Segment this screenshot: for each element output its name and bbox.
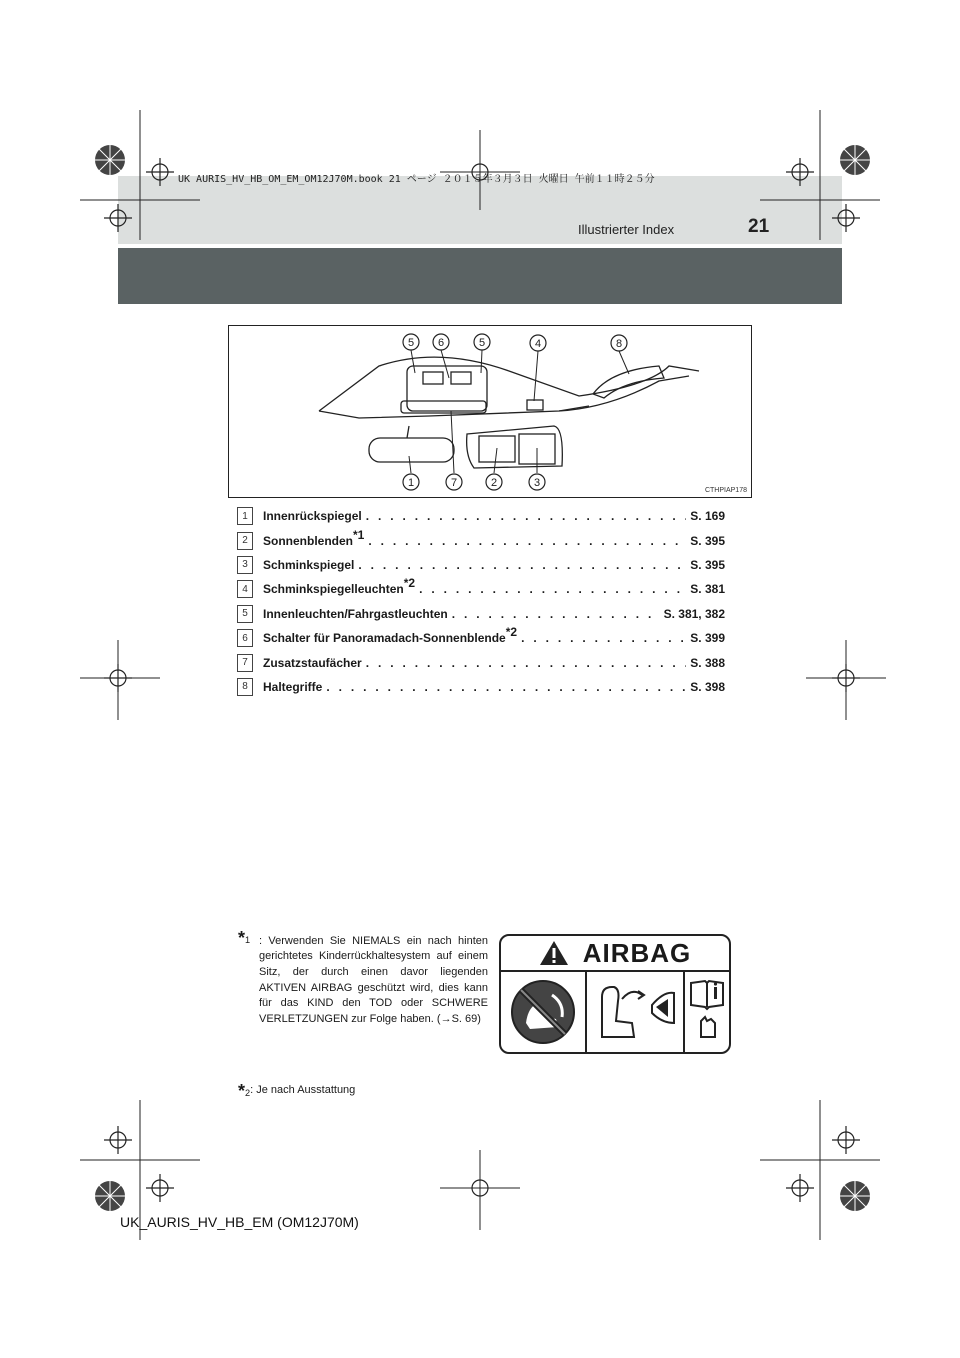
item-page-ref[interactable]: S. 399 [690,631,725,646]
figure-code: CTHPIAP178 [704,487,747,494]
page-number: 21 [748,216,770,237]
item-number: 4 [237,580,253,598]
index-row [237,650,725,674]
index-row [237,602,725,626]
callout-4: 4 [534,338,542,350]
footnote-1: $*_1$ : Verwenden Sie NIEMALS ein nach hinten gerichtetes Kinderrückhaltesystem auf einem Sitz, der durch einen davor liegenden AKTIVEN AIRBAG geschützt wird, dies kann für das KIND den TOD oder SCHWERE VERLETZUNGEN zur Folge haben. (→S. 69) [238,930,488,1027]
footnote-2: $*_2$: Je nach Ausstattung [238,1081,356,1101]
item-number: 8 [237,678,253,696]
item-page-ref[interactable]: S. 398 [690,679,725,694]
item-label: Schminkspiegelleuchten$^{*2}$ [263,576,416,597]
item-label: Schalter für Panoramadach-Sonnenblende$^{*2}$ [263,625,518,646]
item-label: Haltegriffe [263,679,323,694]
read-manual-icon [687,977,727,1047]
item-page-ref[interactable]: S. 169 [690,509,725,524]
index-row [237,577,725,601]
no-rear-facing-seat-icon [508,977,578,1047]
headliner-illustration [229,326,751,497]
item-page-ref[interactable]: S. 395 [690,557,725,572]
seat-airbag-icon [592,977,678,1047]
item-number: 2 [237,532,253,550]
item-number: 5 [237,605,253,623]
footnote-1-text: : Verwenden Sie NIEMALS ein nach hinten gerichtetes Kinderrückhaltesystem auf einem Sitz, der durch einen davor liegenden AKTIVEN AIRBAG geschützt wird, dies kann für das KIND den TOD oder SCHWERE VERLETZUNGEN zur Folge haben. (→S. 69) [259,934,488,1025]
item-page-ref[interactable]: S. 388 [690,655,725,670]
footnote-ref: *2 [505,625,518,640]
print-file-line: UK AURIS_HV_HB_OM_EM_OM12J70M.book 21 ページ ２０１５年３月３日 火曜日 午前１１時２５分 [178,174,655,185]
item-number: 7 [237,654,253,672]
footnote-2-text: : Je nach Ausstattung [250,1084,356,1096]
footnote-ref: *1 [353,527,365,542]
warning-triangle-icon [539,940,569,966]
callout-7: 7 [450,477,458,489]
item-page-ref[interactable]: S. 381, 382 [663,606,725,621]
footnote-ref: *2 [403,576,416,591]
index-row [237,626,725,650]
item-number: 1 [237,507,253,525]
index-list [237,504,725,699]
item-label: Innenrückspiegel [263,509,362,524]
airbag-word: AIRBAG [582,937,692,968]
callout-5b: 5 [478,337,486,349]
index-row [237,504,725,528]
item-label: Innenleuchten/Fahrgastleuchten [263,606,448,621]
item-label: Sonnenblenden$^{*1}$ [263,527,365,548]
callout-8: 8 [615,338,623,350]
item-label: Zusatzstaufächer [263,655,362,670]
callout-3: 3 [533,477,541,489]
item-label: Schminkspiegel [263,557,355,572]
callout-1: 1 [407,477,415,489]
item-page-ref[interactable]: S. 395 [690,533,725,548]
item-number: 6 [237,629,253,647]
index-row [237,553,725,577]
airbag-warning-label [499,934,731,1054]
item-page-ref[interactable]: S. 381 [690,582,725,597]
item-number: 3 [237,556,253,574]
callout-6: 6 [437,337,445,349]
callout-2: 2 [490,477,498,489]
interior-figure [228,325,752,498]
section-title: Illustrierter Index [578,222,675,237]
document-code: UK_AURIS_HV_HB_EM (OM12J70M) [120,1214,359,1230]
index-row [237,528,725,552]
callout-5a: 5 [407,337,415,349]
index-row [237,675,725,699]
